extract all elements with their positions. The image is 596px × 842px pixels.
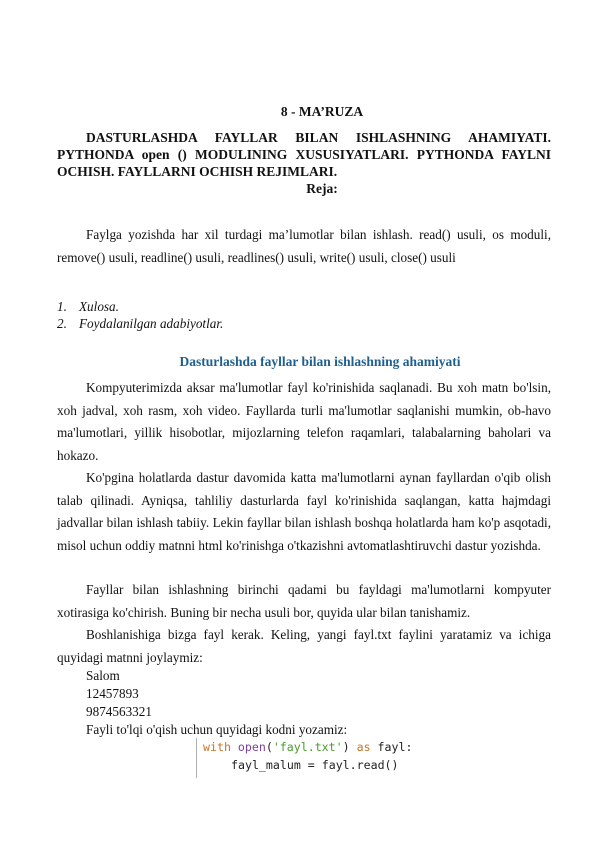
plan-heading: Reja: [306, 181, 338, 196]
code-block [196, 738, 523, 778]
code-line: fayl_malum = fayl.read() [231, 758, 399, 772]
file-line: 12457893 [86, 686, 139, 701]
file-line: Salom [86, 668, 120, 683]
paragraph: Kompyuterimizda aksar ma'lumotlar fayl ko'rinishida saqlanadi. Bu xoh matn bo'lsin, xoh jadval, xoh rasm, xoh video. Fayllarda turli ma'lumotlar saqlanishi mumkin, ob-havo ma'lumotlari, yillik hisobotlar, mijozlarning telefon raqamlari, talabalarning baholari va hokazo. [57, 380, 551, 463]
lecture-title: 8 - MA’RUZA [280, 104, 364, 119]
list-item: 2. Foydalanilgan adabiyotlar. [57, 316, 224, 331]
paragraph: Fayllar bilan ishlashning birinchi qadami bu fayldagi ma'lumotlarni kompyuter xotirasiga ko'chirish. Buning bir necha usuli bor, quyida ular bilan tanishamiz. [57, 582, 551, 620]
file-line: 9874563321 [86, 704, 152, 719]
code-intro: Fayli to'lqi o'qish uchun quyidagi kodni yozamiz: [86, 722, 348, 737]
plan-list [57, 298, 551, 332]
list-item: 1. Xulosa. [57, 299, 119, 314]
paragraph: Ko'pgina holatlarda dastur davomida katta ma'lumotlarni aynan fayllardan o'qib olish talab qilinadi. Ayniqsa, tahliliy dasturlarda fayl ko'rinishida saqlangan, katta hajmdagi jadvallar bilan ishlash tabiiy. Lekin fayllar bilan ishlash boshqa holatlarda ham ko'p asqotadi, misol uchun oddiy matnni html ko'rinishga o'tkazishni avtomatlashtiruvchi dastur yozishda. [57, 470, 551, 553]
paragraph: Boshlanishiga bizga fayl kerak. Keling, yangi fayl.txt faylini yaratamiz va ichiga quyidagi matnni joylaymiz: [57, 627, 551, 665]
lecture-subtitle: DASTURLASHDA FAYLLAR BILAN ISHLASHNING AHAMIYATI. PYTHONDA open () MODULINING XUSUSIYATLARI. PYTHONDA FAYLNI OCHISH. FAYLLARNI OCHISH REJIMLARI. [57, 130, 551, 179]
section-heading: Dasturlashda fayllar bilan ishlashning ahamiyati [179, 354, 461, 369]
code-line: with open('fayl.txt') as fayl: [203, 740, 413, 754]
plan-text: Faylga yozishda har xil turdagi ma’lumotlar bilan ishlash. read() usuli, os moduli, remove() usuli, readline() usuli, readlines() usuli, write() usuli, close() usuli [57, 227, 551, 265]
